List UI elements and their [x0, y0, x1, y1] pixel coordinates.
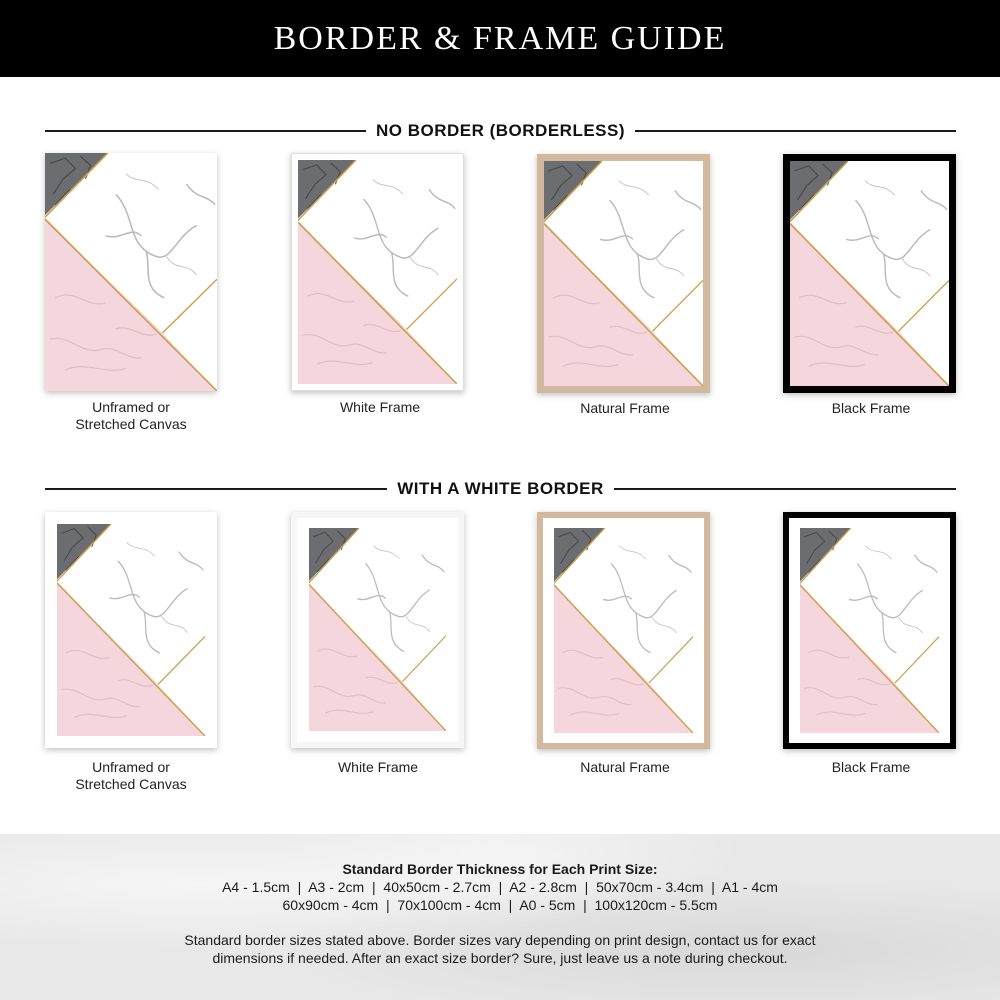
caption-black-frame: Black Frame: [831, 759, 911, 775]
caption-unframed: [41, 399, 221, 433]
border-thickness-info-panel: [0, 834, 1000, 1000]
divider: [614, 488, 956, 490]
info-note-line: dimensions if needed. After an exact size border? Sure, just leave us a note during checkout.: [212, 950, 788, 966]
marble-print: [790, 161, 949, 386]
marble-print: [309, 528, 446, 731]
marble-print: [544, 161, 703, 386]
marble-print: [554, 528, 693, 733]
page-title: BORDER & FRAME GUIDE: [273, 19, 727, 57]
artwork-black-frame-borderless: [783, 154, 956, 393]
section-label: WITH A WHITE BORDER: [397, 479, 604, 498]
marble-print: [57, 524, 205, 736]
artwork-unframed-borderless: [45, 153, 217, 391]
caption-line: Unframed or: [92, 759, 170, 775]
divider: [635, 130, 956, 132]
marble-print: [45, 153, 217, 391]
section-heading-white-border: [45, 479, 956, 499]
info-note-line: Standard border sizes stated above. Border sizes vary depending on print design, contact us for exact: [184, 932, 816, 948]
caption-black-frame: Black Frame: [831, 400, 911, 416]
marble-print: [800, 528, 939, 733]
caption-natural-frame: Natural Frame: [580, 400, 670, 416]
size-list-line: 60x90cm - 4cm | 70x100cm - 4cm | A0 - 5cm | 100x120cm - 5.5cm: [282, 897, 718, 913]
caption-unframed: [41, 759, 221, 793]
artwork-natural-frame-white-border: [537, 512, 710, 749]
size-list-line: A4 - 1.5cm | A3 - 2cm | 40x50cm - 2.7cm | A2 - 2.8cm | 50x70cm - 3.4cm | A1 - 4cm: [222, 879, 778, 895]
caption-white-frame: White Frame: [339, 399, 421, 415]
section-label: NO BORDER (BORDERLESS): [376, 121, 626, 140]
info-heading: Standard Border Thickness for Each Print Size:: [342, 861, 658, 877]
header-bar: [0, 0, 1000, 77]
marble-print: [298, 160, 457, 384]
artwork-natural-frame-borderless: [537, 154, 710, 393]
caption-white-frame: White Frame: [337, 759, 419, 775]
section-heading-no-border: [45, 121, 956, 141]
artwork-unframed-white-border: [45, 512, 217, 748]
divider: [45, 488, 387, 490]
divider: [45, 130, 366, 132]
caption-line: Unframed or: [92, 399, 170, 415]
artwork-white-frame-borderless: [291, 153, 464, 391]
artwork-black-frame-white-border: [783, 512, 956, 749]
artwork-white-frame-white-border: [291, 512, 464, 748]
caption-line: Stretched Canvas: [75, 416, 187, 432]
caption-line: Stretched Canvas: [75, 776, 187, 792]
caption-natural-frame: Natural Frame: [580, 759, 670, 775]
